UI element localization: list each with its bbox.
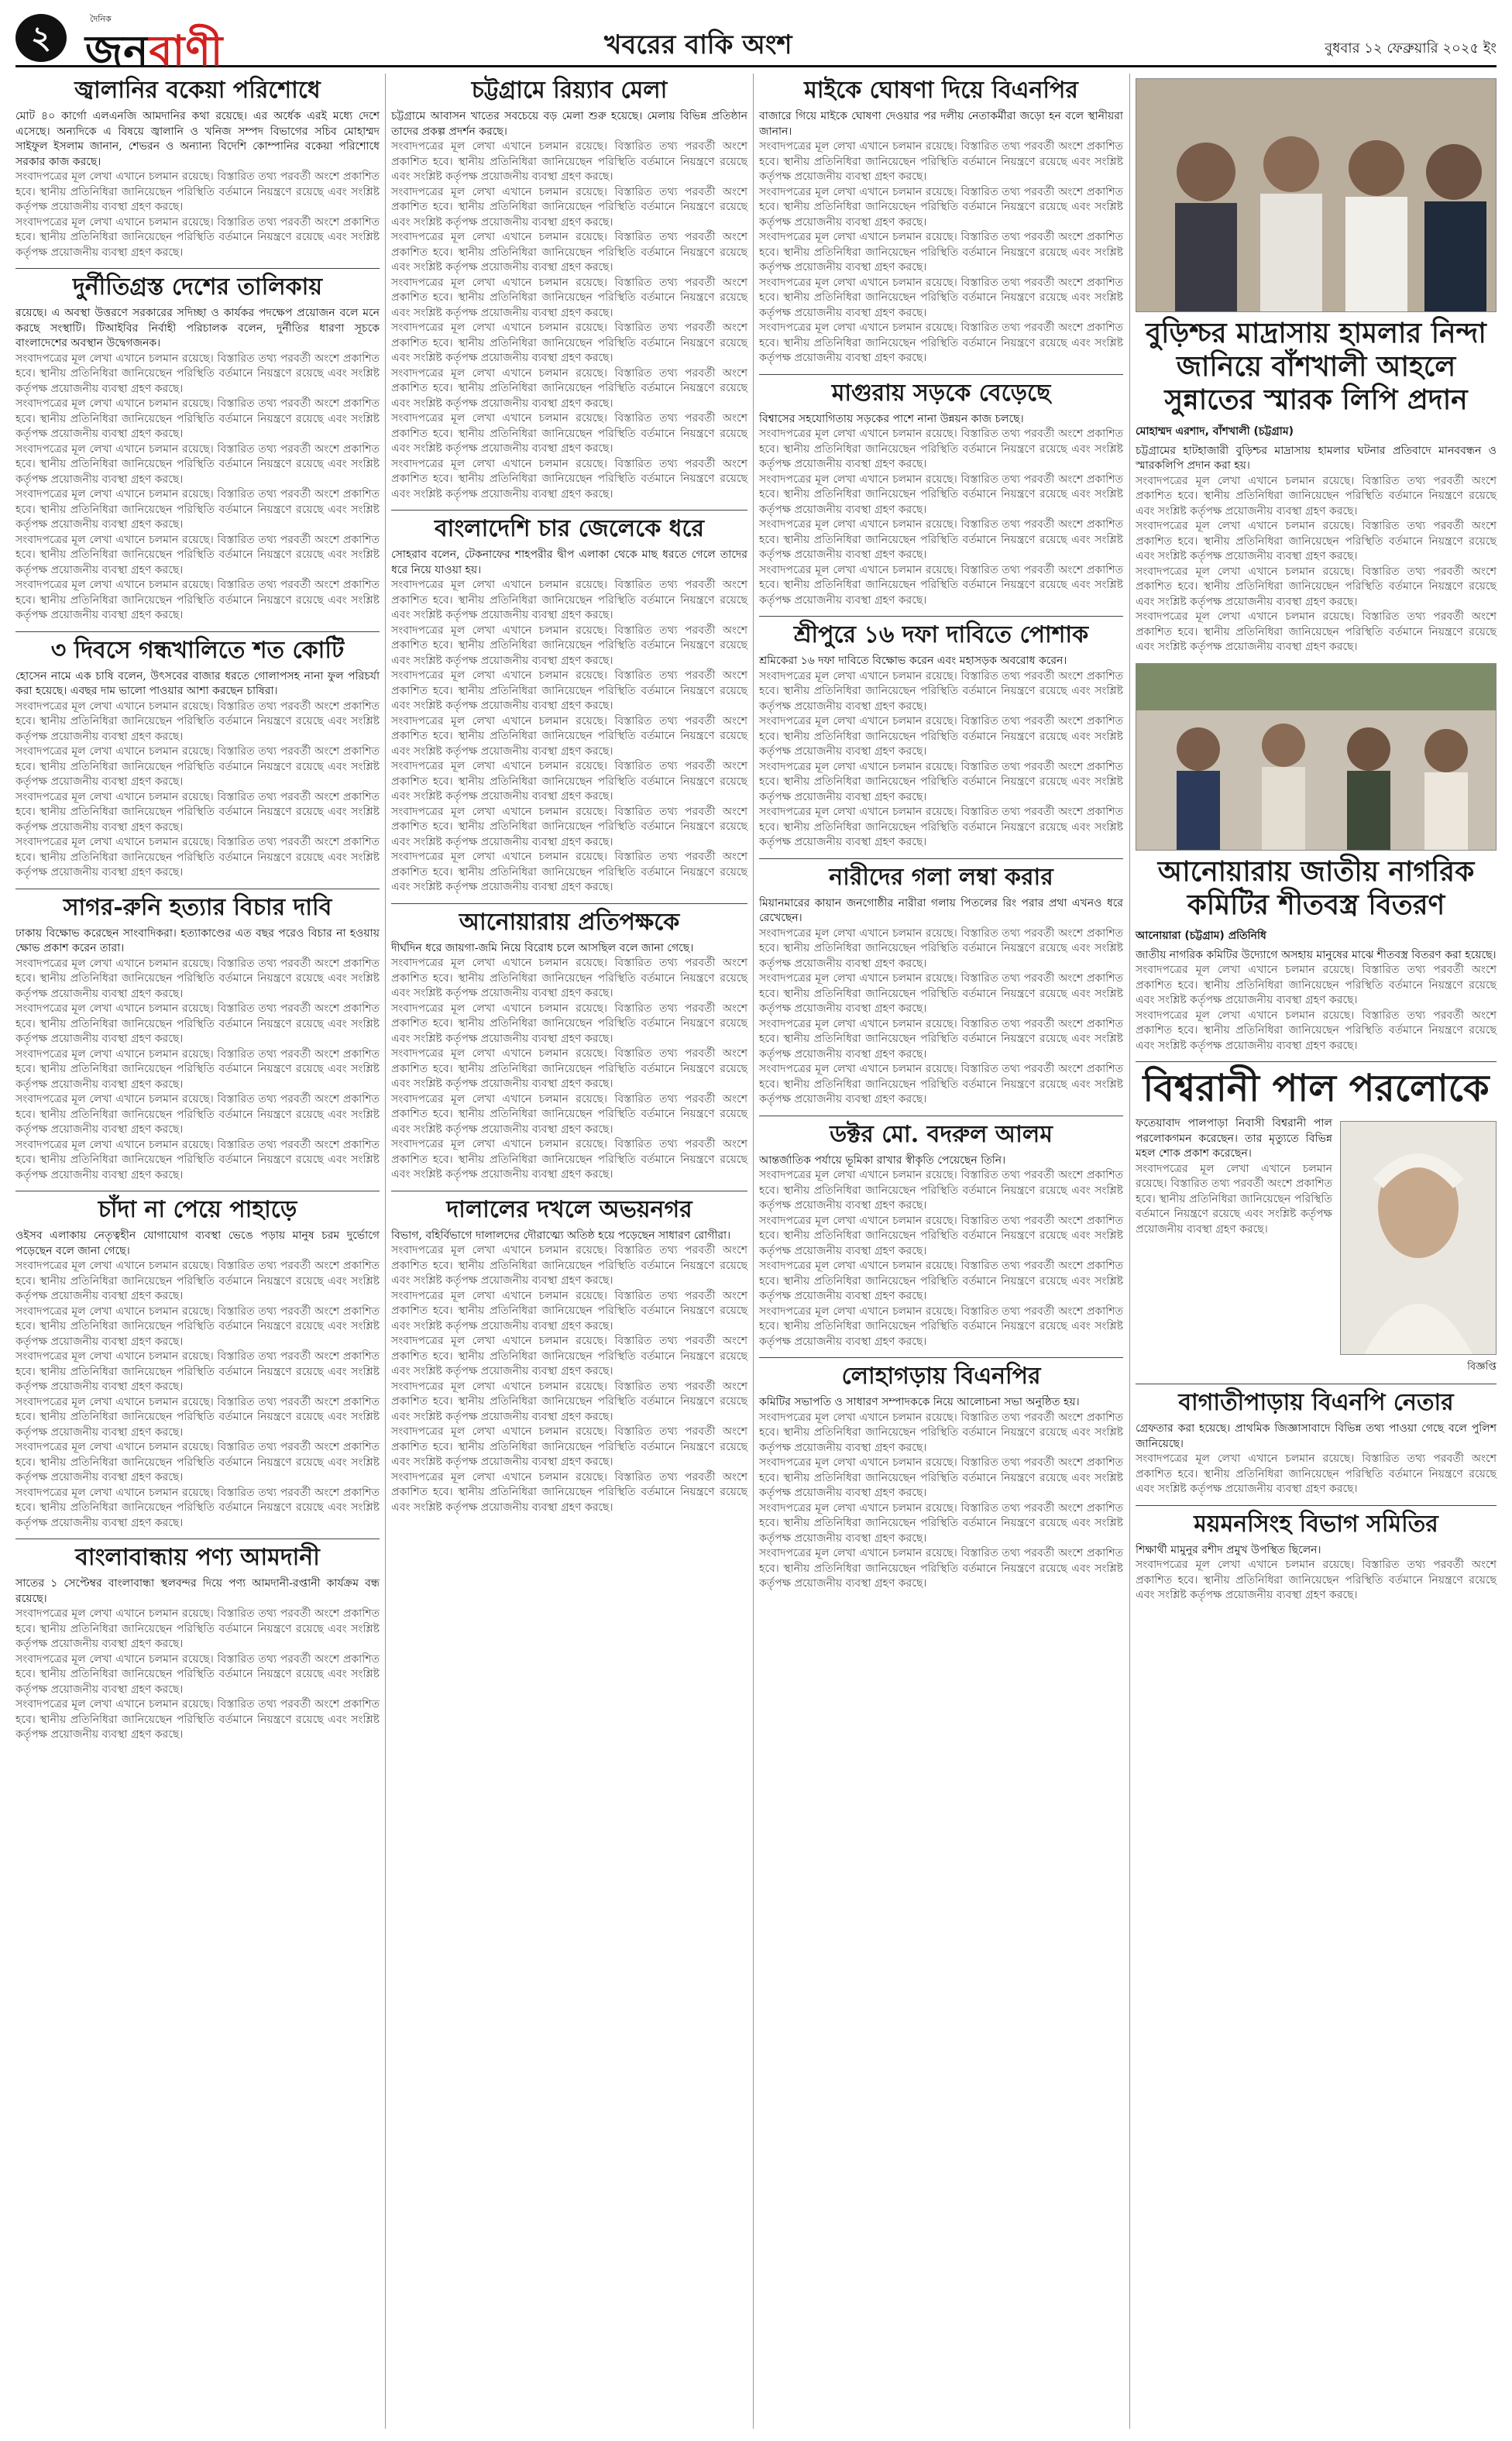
- divider: [15, 268, 380, 269]
- logo-prefix: দৈনিক: [90, 14, 112, 24]
- story-body-continued: সংবাদপত্রের মূল লেখা এখানে চলমান রয়েছে। বিস্তারিত তথ্য পরবর্তী অংশে প্রকাশিত হবে। স্থানীয় প্রতিনিধিরা জানিয়েছেন পরিস্থিতি বর্তমানে নিয়ন্ত্রণে রয়েছে এবং সংশ্লিষ্ট কর্তৃপক্ষ প্রয়োজনীয় ব্যবস্থা গ্রহণ করছে।: [15, 1093, 380, 1136]
- story-body-continued: সংবাদপত্রের মূল লেখা এখানে চলমান রয়েছে। বিস্তারিত তথ্য পরবর্তী অংশে প্রকাশিত হবে। স্থানীয় প্রতিনিধিরা জানিয়েছেন পরিস্থিতি বর্তমানে নিয়ন্ত্রণে রয়েছে এবং সংশ্লিষ্ট কর্তৃপক্ষ প্রয়োজনীয় ব্যবস্থা গ্রহণ করছে।: [391, 957, 747, 999]
- story-body-continued: সংবাদপত্রের মূল লেখা এখানে চলমান রয়েছে। বিস্তারিত তথ্য পরবর্তী অংশে প্রকাশিত হবে। স্থানীয় প্রতিনিধিরা জানিয়েছেন পরিস্থিতি বর্তমানে নিয়ন্ত্রণে রয়েছে এবং সংশ্লিষ্ট কর্তৃপক্ষ প্রয়োজনীয় ব্যবস্থা গ্রহণ করছে।: [15, 1260, 380, 1302]
- story-body-continued: সংবাদপত্রের মূল লেখা এখানে চলমান রয়েছে। বিস্তারিত তথ্য পরবর্তী অংশে প্রকাশিত হবে। স্থানীয় প্রতিনিধিরা জানিয়েছেন পরিস্থিতি বর্তমানে নিয়ন্ত্রণে রয়েছে এবং সংশ্লিষ্ট কর্তৃপক্ষ প্রয়োজনীয় ব্যবস্থা গ্রহণ করছে।: [391, 1425, 747, 1468]
- masthead: [15, 14, 1497, 75]
- story-winter-clothes: [1136, 855, 1497, 1054]
- story-headline: ৩ দিবসে গন্ধখালিতে শত কোটি: [50, 636, 345, 664]
- story-body: শ্রমিকেরা ১৬ দফা দাবিতে বিক্ষোভ করেন এবং মহাসড়ক অবরোধ করেন।: [759, 655, 1067, 667]
- story-headline: লোহাগড়ায় বিএনপির: [841, 1363, 1041, 1390]
- story-body-continued: সংবাদপত্রের মূল লেখা এখানে চলমান রয়েছে। বিস্তারিত তথ্য পরবর্তী অংশে প্রকাশিত হবে। স্থানীয় প্রতিনিধিরা জানিয়েছেন পরিস্থিতি বর্তমানে নিয়ন্ত্রণে রয়েছে এবং সংশ্লিষ্ট কর্তৃপক্ষ প্রয়োজনীয় ব্যবস্থা গ্রহণ করছে।: [15, 1305, 380, 1348]
- column-1: [15, 74, 380, 1751]
- story-headline: বাংলাবান্ধায় পণ্য আমদানী: [75, 1544, 320, 1571]
- column-divider: [385, 74, 386, 2429]
- story-body-continued: সংবাদপত্রের মূল লেখা এখানে চলমান রয়েছে। বিস্তারিত তথ্য পরবর্তী অংশে প্রকাশিত হবে। স্থানীয় প্রতিনিধিরা জানিয়েছেন পরিস্থিতি বর্তমানে নিয়ন্ত্রণে রয়েছে এবং সংশ্লিষ্ট কর্তৃপক্ষ প্রয়োজনীয় ব্যবস্থা গ্রহণ করছে।: [1136, 474, 1497, 517]
- column-4: [1136, 74, 1497, 1611]
- story: [391, 1196, 747, 1516]
- story-body-continued: সংবাদপত্রের মূল লেখা এখানে চলমান রয়েছে। বিস্তারিত তথ্য পরবর্তী অংশে প্রকাশিত হবে। স্থানীয় প্রতিনিধিরা জানিয়েছেন পরিস্থিতি বর্তমানে নিয়ন্ত্রণে রয়েছে এবং সংশ্লিষ্ট কর্তৃপক্ষ প্রয়োজনীয় ব্যবস্থা গ্রহণ করছে।: [759, 518, 1123, 561]
- story-byline: মোহাম্মদ এরশাদ, বাঁশখালী (চট্টগ্রাম): [1136, 425, 1294, 438]
- story-body-continued: সংবাদপত্রের মূল লেখা এখানে চলমান রয়েছে। বিস্তারিত তথ্য পরবর্তী অংশে প্রকাশিত হবে। স্থানীয় প্রতিনিধিরা জানিয়েছেন পরিস্থিতি বর্তমানে নিয়ন্ত্রণে রয়েছে এবং সংশ্লিষ্ট কর্তৃপক্ষ প্রয়োজনীয় ব্যবস্থা গ্রহণ করছে।: [759, 563, 1123, 607]
- section-title: খবরের বাকি অংশ: [604, 29, 792, 60]
- story-body-continued: সংবাদপত্রের মূল লেখা এখানে চলমান রয়েছে। বিস্তারিত তথ্য পরবর্তী অংশে প্রকাশিত হবে। স্থানীয় প্রতিনিধিরা জানিয়েছেন পরিস্থিতি বর্তমানে নিয়ন্ত্রণে রয়েছে এবং সংশ্লিষ্ট কর্তৃপক্ষ প্রয়োজনীয় ব্যবস্থা গ্রহণ করছে।: [759, 185, 1123, 229]
- story-body-continued: সংবাদপত্রের মূল লেখা এখানে চলমান রয়েছে। বিস্তারিত তথ্য পরবর্তী অংশে প্রকাশিত হবে। স্থানীয় প্রতিনিধিরা জানিয়েছেন পরিস্থিতি বর্তমানে নিয়ন্ত্রণে রয়েছে এবং সংশ্লিষ্ট কর্তৃপক্ষ প্রয়োজনীয় ব্যবস্থা গ্রহণ করছে।: [759, 140, 1123, 183]
- divider: [391, 903, 747, 904]
- story-byline: আনোয়ারা (চট্টগ্রাম) প্রতিনিধি: [1136, 929, 1266, 942]
- story-headline: ডক্টর মো. বদরুল আলম: [830, 1120, 1053, 1148]
- story-body-continued: সংবাদপত্রের মূল লেখা এখানে চলমান রয়েছে। বিস্তারিত তথ্য পরবর্তী অংশে প্রকাশিত হবে। স্থানীয় প্রতিনিধিরা জানিয়েছেন পরিস্থিতি বর্তমানে নিয়ন্ত্রণে রয়েছে এবং সংশ্লিষ্ট কর্তৃপক্ষ প্রয়োজনীয় ব্যবস্থা গ্রহণ করছে।: [391, 276, 747, 319]
- story-body-continued: সংবাদপত্রের মূল লেখা এখানে চলমান রয়েছে। বিস্তারিত তথ্য পরবর্তী অংশে প্রকাশিত হবে। স্থানীয় প্রতিনিধিরা জানিয়েছেন পরিস্থিতি বর্তমানে নিয়ন্ত্রণে রয়েছে এবং সংশ্লিষ্ট কর্তৃপক্ষ প্রয়োজনীয় ব্যবস্থা গ্রহণ করছে।: [759, 321, 1123, 364]
- story-headline: বিশ্বরানী পাল পরলোকে: [1143, 1067, 1490, 1111]
- story-bagatipara: [1136, 1389, 1497, 1497]
- story-body-continued: সংবাদপত্রের মূল লেখা এখানে চলমান রয়েছে। বিস্তারিত তথ্য পরবর্তী অংশে প্রকাশিত হবে। স্থানীয় প্রতিনিধিরা জানিয়েছেন পরিস্থিতি বর্তমানে নিয়ন্ত্রণে রয়েছে এবং সংশ্লিষ্ট কর্তৃপক্ষ প্রয়োজনীয় ব্যবস্থা গ্রহণ করছে।: [15, 1138, 380, 1181]
- story: [759, 864, 1123, 1108]
- story-body-continued: সংবাদপত্রের মূল লেখা এখানে চলমান রয়েছে। বিস্তারিত তথ্য পরবর্তী অংশে প্রকাশিত হবে। স্থানীয় প্রতিনিধিরা জানিয়েছেন পরিস্থিতি বর্তমানে নিয়ন্ত্রণে রয়েছে এবং সংশ্লিষ্ট কর্তৃপক্ষ প্রয়োজনীয় ব্যবস্থা গ্রহণ করছে।: [391, 1380, 747, 1423]
- story: [15, 637, 380, 881]
- portrait-icon: [1341, 1122, 1496, 1354]
- story-body-continued: সংবাদপত্রের মূল লেখা এখানে চলমান রয়েছে। বিস্তারিত তথ্য পরবর্তী অংশে প্রকাশিত হবে। স্থানীয় প্রতিনিধিরা জানিয়েছেন পরিস্থিতি বর্তমানে নিয়ন্ত্রণে রয়েছে এবং সংশ্লিষ্ট কর্তৃপক্ষ প্রয়োজনীয় ব্যবস্থা গ্রহণ করছে।: [15, 1698, 380, 1741]
- story-body-continued: সংবাদপত্রের মূল লেখা এখানে চলমান রয়েছে। বিস্তারিত তথ্য পরবর্তী অংশে প্রকাশিত হবে। স্থানীয় প্রতিনিধিরা জানিয়েছেন পরিস্থিতি বর্তমানে নিয়ন্ত্রণে রয়েছে এবং সংশ্লিষ্ট কর্তৃপক্ষ প্রয়োজনীয় ব্যবস্থা গ্রহণ করছে।: [391, 760, 747, 803]
- story-body-continued: সংবাদপত্রের মূল লেখা এখানে চলমান রয়েছে। বিস্তারিত তথ্য পরবর্তী অংশে প্রকাশিত হবে। স্থানীয় প্রতিনিধিরা জানিয়েছেন পরিস্থিতি বর্তমানে নিয়ন্ত্রণে রয়েছে এবং সংশ্লিষ্ট কর্তৃপক্ষ প্রয়োজনীয় ব্যবস্থা গ্রহণ করছে।: [759, 1017, 1123, 1061]
- story-memorandum: [1136, 317, 1497, 655]
- story-body-continued: সংবাদপত্রের মূল লেখা এখানে চলমান রয়েছে। বিস্তারিত তথ্য পরবর্তী অংশে প্রকাশিত হবে। স্থানীয় প্রতিনিধিরা জানিয়েছেন পরিস্থিতি বর্তমানে নিয়ন্ত্রণে রয়েছে এবং সংশ্লিষ্ট কর্তৃপক্ষ প্রয়োজনীয় ব্যবস্থা গ্রহণ করছে।: [391, 457, 747, 500]
- story: [15, 1544, 380, 1743]
- photo-distribution-icon: [1136, 664, 1496, 850]
- story-headline: সাগর-রুনি হত্যার বিচার দাবি: [63, 893, 332, 921]
- news-photo: [1136, 663, 1497, 851]
- story-body: বিভাগ, বহির্বিভাগে দালালদের দৌরাত্ম্যে অতিষ্ঠ হয়ে পড়েছেন সাধারণ রোগীরা।: [391, 1229, 731, 1242]
- story-body-continued: সংবাদপত্রের মূল লেখা এখানে চলমান রয়েছে। বিস্তারিত তথ্য পরবর্তী অংশে প্রকাশিত হবে। স্থানীয় প্রতিনিধিরা জানিয়েছেন পরিস্থিতি বর্তমানে নিয়ন্ত্রণে রয়েছে এবং সংশ্লিষ্ট কর্তৃপক্ষ প্রয়োজনীয় ব্যবস্থা গ্রহণ করছে।: [1136, 964, 1497, 1007]
- story-body-continued: সংবাদপত্রের মূল লেখা এখানে চলমান রয়েছে। বিস্তারিত তথ্য পরবর্তী অংশে প্রকাশিত হবে। স্থানীয় প্রতিনিধিরা জানিয়েছেন পরিস্থিতি বর্তমানে নিয়ন্ত্রণে রয়েছে এবং সংশ্লিষ্ট কর্তৃপক্ষ প্রয়োজনীয় ব্যবস্থা গ্রহণ করছে।: [391, 851, 747, 893]
- story-body: শিক্ষার্থী মামুনুর রশীদ প্রমুখ উপস্থিত ছিলেন।: [1136, 1543, 1321, 1556]
- story-body-continued: সংবাদপত্রের মূল লেখা এখানে চলমান রয়েছে। বিস্তারিত তথ্য পরবর্তী অংশে প্রকাশিত হবে। স্থানীয় প্রতিনিধিরা জানিয়েছেন পরিস্থিতি বর্তমানে নিয়ন্ত্রণে রয়েছে এবং সংশ্লিষ্ট কর্তৃপক্ষ প্রয়োজনীয় ব্যবস্থা গ্রহণ করছে।: [391, 185, 747, 229]
- story-body-continued: সংবাদপত্রের মূল লেখা এখানে চলমান রয়েছে। বিস্তারিত তথ্য পরবর্তী অংশে প্রকাশিত হবে। স্থানীয় প্রতিনিধিরা জানিয়েছেন পরিস্থিতি বর্তমানে নিয়ন্ত্রণে রয়েছে এবং সংশ্লিষ্ট কর্তৃপক্ষ প্রয়োজনীয় ব্যবস্থা গ্রহণ করছে।: [759, 927, 1123, 970]
- story-headline: বাংলাদেশি চার জেলেকে ধরে: [434, 515, 705, 542]
- story-body: রয়েছে। এ অবস্থা উত্তরণে সরকারের সদিচ্ছা ও কার্যকর পদক্ষেপ প্রয়োজন বলে মনে করছে সংস্থাটি। টিআইবির নির্বাহী পরিচালক বলেন, দুর্নীতির ধারণা সূচকে বাংলাদেশের অবস্থান উদ্বেগজনক।: [15, 307, 380, 349]
- story-body-continued: সংবাদপত্রের মূল লেখা এখানে চলমান রয়েছে। বিস্তারিত তথ্য পরবর্তী অংশে প্রকাশিত হবে। স্থানীয় প্রতিনিধিরা জানিয়েছেন পরিস্থিতি বর্তমানে নিয়ন্ত্রণে রয়েছে এবং সংশ্লিষ্ট কর্তৃপক্ষ প্রয়োজনীয় ব্যবস্থা গ্রহণ করছে।: [15, 1047, 380, 1091]
- story-body-continued: সংবাদপত্রের মূল লেখা এখানে চলমান রয়েছে। বিস্তারিত তথ্য পরবর্তী অংশে প্রকাশিত হবে। স্থানীয় প্রতিনিধিরা জানিয়েছেন পরিস্থিতি বর্তমানে নিয়ন্ত্রণে রয়েছে এবং সংশ্লিষ্ট কর্তৃপক্ষ প্রয়োজনীয় ব্যবস্থা গ্রহণ করছে।: [15, 700, 380, 743]
- story-body-continued: সংবাদপত্রের মূল লেখা এখানে চলমান রয়েছে। বিস্তারিত তথ্য পরবর্তী অংশে প্রকাশিত হবে। স্থানীয় প্রতিনিধিরা জানিয়েছেন পরিস্থিতি বর্তমানে নিয়ন্ত্রণে রয়েছে এবং সংশ্লিষ্ট কর্তৃপক্ষ প্রয়োজনীয় ব্যবস্থা গ্রহণ করছে।: [15, 1607, 380, 1650]
- story-body-continued: সংবাদপত্রের মূল লেখা এখানে চলমান রয়েছে। বিস্তারিত তথ্য পরবর্তী অংশে প্রকাশিত হবে। স্থানীয় প্রতিনিধিরা জানিয়েছেন পরিস্থিতি বর্তমানে নিয়ন্ত্রণে রয়েছে এবং সংশ্লিষ্ট কর্তৃপক্ষ প্রয়োজনীয় ব্যবস্থা গ্রহণ করছে।: [15, 1441, 380, 1484]
- story-body: সোহরাব বলেন, টেকনাফের শাহপরীর দ্বীপ এলাকা থেকে মাছ ধরতে গেলে তাদের ধরে নিয়ে যাওয়া হয়।: [391, 548, 747, 576]
- story-headline: চট্টগ্রামে রিয়্যাব মেলা: [471, 77, 668, 104]
- story-body: বিশ্বাসের সহযোগিতায় সড়কের পাশে নানা উন্নয়ন কাজ চলছে।: [759, 412, 1024, 425]
- story-headline: শ্রীপুরে ১৬ দফা দাবিতে পোশাক: [793, 621, 1089, 648]
- story-body-continued: সংবাদপত্রের মূল লেখা এখানে চলমান রয়েছে। বিস্তারিত তথ্য পরবর্তী অংশে প্রকাশিত হবে। স্থানীয় প্রতিনিধিরা জানিয়েছেন পরিস্থিতি বর্তমানে নিয়ন্ত্রণে রয়েছে এবং সংশ্লিষ্ট কর্তৃপক্ষ প্রয়োজনীয় ব্যবস্থা গ্রহণ করছে।: [15, 1652, 380, 1696]
- divider: [15, 631, 380, 632]
- story-body-continued: সংবাদপত্রের মূল লেখা এখানে চলমান রয়েছে। বিস্তারিত তথ্য পরবর্তী অংশে প্রকাশিত হবে। স্থানীয় প্রতিনিধিরা জানিয়েছেন পরিস্থিতি বর্তমানে নিয়ন্ত্রণে রয়েছে এবং সংশ্লিষ্ট কর্তৃপক্ষ প্রয়োজনীয় ব্যবস্থা গ্রহণ করছে।: [1136, 610, 1497, 654]
- story: [15, 273, 380, 624]
- story-body-continued: সংবাদপত্রের মূল লেখা এখানে চলমান রয়েছে। বিস্তারিত তথ্য পরবর্তী অংশে প্রকাশিত হবে। স্থানীয় প্রতিনিধিরা জানিয়েছেন পরিস্থিতি বর্তমানে নিয়ন্ত্রণে রয়েছে এবং সংশ্লিষ্ট কর্তৃপক্ষ প্রয়োজনীয় ব্যবস্থা গ্রহণ করছে।: [391, 669, 747, 712]
- story-body-continued: সংবাদপত্রের মূল লেখা এখানে চলমান রয়েছে। বিস্তারিত তথ্য পরবর্তী অংশে প্রকাশিত হবে। স্থানীয় প্রতিনিধিরা জানিয়েছেন পরিস্থিতি বর্তমানে নিয়ন্ত্রণে রয়েছে এবং সংশ্লিষ্ট কর্তৃপক্ষ প্রয়োজনীয় ব্যবস্থা গ্রহণ করছে।: [391, 1244, 747, 1287]
- story-headline: দুর্নীতিগ্রস্ত দেশের তালিকায়: [72, 273, 323, 301]
- story-body-continued: সংবাদপত্রের মূল লেখা এখানে চলমান রয়েছে। বিস্তারিত তথ্য পরবর্তী অংশে প্রকাশিত হবে। স্থানীয় প্রতিনিধিরা জানিয়েছেন পরিস্থিতি বর্তমানে নিয়ন্ত্রণে রয়েছে এবং সংশ্লিষ্ট কর্তৃপক্ষ প্রয়োজনীয় ব্যবস্থা গ্রহণ করছে।: [391, 321, 747, 364]
- story: [391, 77, 747, 502]
- story-body-continued: সংবাদপত্রের মূল লেখা এখানে চলমান রয়েছে। বিস্তারিত তথ্য পরবর্তী অংশে প্রকাশিত হবে। স্থানীয় প্রতিনিধিরা জানিয়েছেন পরিস্থিতি বর্তমানে নিয়ন্ত্রণে রয়েছে এবং সংশ্লিষ্ট কর্তৃপক্ষ প্রয়োজনীয় ব্যবস্থা গ্রহণ করছে।: [15, 836, 380, 878]
- issue-date: বুধবার ১২ ফেব্রুয়ারি ২০২৫ ইং: [1325, 40, 1497, 57]
- story-body: ওইসব এলাকায় নেতৃত্বহীন যোগাযোগ ব্যবস্থা ভেঙে পড়ায় মানুষ চরম দুর্ভোগে পড়েছেন বলে জানা গেছে।: [15, 1229, 380, 1257]
- story-body: কমিটির সভাপতি ও সাধারণ সম্পাদককে নিয়ে আলোচনা সভা অনুষ্ঠিত হয়।: [759, 1396, 1080, 1408]
- obituary-caption: বিজ্ঞপ্তি: [1467, 1361, 1497, 1373]
- story-body-continued: সংবাদপত্রের মূল লেখা এখানে চলমান রয়েছে। বিস্তারিত তথ্য পরবর্তী অংশে প্রকাশিত হবে। স্থানীয় প্রতিনিধিরা জানিয়েছেন পরিস্থিতি বর্তমানে নিয়ন্ত্রণে রয়েছে এবং সংশ্লিষ্ট কর্তৃপক্ষ প্রয়োজনীয় ব্যবস্থা গ্রহণ করছে।: [15, 1002, 380, 1045]
- column-divider: [1129, 74, 1130, 2429]
- story-body-continued: সংবাদপত্রের মূল লেখা এখানে চলমান রয়েছে। বিস্তারিত তথ্য পরবর্তী অংশে প্রকাশিত হবে। স্থানীয় প্রতিনিধিরা জানিয়েছেন পরিস্থিতি বর্তমানে নিয়ন্ত্রণে রয়েছে এবং সংশ্লিষ্ট কর্তৃপক্ষ প্রয়োজনীয় ব্যবস্থা গ্রহণ করছে।: [15, 215, 380, 259]
- divider: [1136, 1061, 1497, 1062]
- story-headline: বাগাতীপাড়ায় বিএনপি নেতার: [1178, 1389, 1454, 1417]
- story-body-continued: সংবাদপত্রের মূল লেখা এখানে চলমান রয়েছে। বিস্তারিত তথ্য পরবর্তী অংশে প্রকাশিত হবে। স্থানীয় প্রতিনিধিরা জানিয়েছেন পরিস্থিতি বর্তমানে নিয়ন্ত্রণে রয়েছে এবং সংশ্লিষ্ট কর্তৃপক্ষ প্রয়োজনীয় ব্যবস্থা গ্রহণ করছে।: [759, 1214, 1123, 1257]
- story-body-continued: সংবাদপত্রের মূল লেখা এখানে চলমান রয়েছে। বিস্তারিত তথ্য পরবর্তী অংশে প্রকাশিত হবে। স্থানীয় প্রতিনিধিরা জানিয়েছেন পরিস্থিতি বর্তমানে নিয়ন্ত্রণে রয়েছে এবং সংশ্লিষ্ট কর্তৃপক্ষ প্রয়োজনীয় ব্যবস্থা গ্রহণ করছে।: [391, 412, 747, 455]
- story-body-continued: সংবাদপত্রের মূল লেখা এখানে চলমান রয়েছে। বিস্তারিত তথ্য পরবর্তী অংশে প্রকাশিত হবে। স্থানীয় প্রতিনিধিরা জানিয়েছেন পরিস্থিতি বর্তমানে নিয়ন্ত্রণে রয়েছে এবং সংশ্লিষ্ট কর্তৃপক্ষ প্রয়োজনীয় ব্যবস্থা গ্রহণ করছে।: [15, 1395, 380, 1439]
- logo-part-b: বাণী: [149, 26, 224, 75]
- page-number: ২: [15, 14, 67, 62]
- story-headline: নারীদের গলা লম্বা করার: [829, 863, 1053, 891]
- story-body: আন্তর্জাতিক পর্যায়ে ভূমিকা রাখার স্বীকৃতি পেয়েছেন তিনি।: [759, 1153, 1006, 1167]
- story-headline: চাঁদা না পেয়ে পাহাড়ে: [98, 1196, 297, 1223]
- story: [15, 894, 380, 1184]
- story-body-continued: সংবাদপত্রের মূল লেখা এখানে চলমান রয়েছে। বিস্তারিত তথ্য পরবর্তী অংশে প্রকাশিত হবে। স্থানীয় প্রতিনিধিরা জানিয়েছেন পরিস্থিতি বর্তমানে নিয়ন্ত্রণে রয়েছে এবং সংশ্লিষ্ট কর্তৃপক্ষ প্রয়োজনীয় ব্যবস্থা গ্রহণ করছে।: [1136, 1009, 1497, 1052]
- story-body-continued: সংবাদপত্রের মূল লেখা এখানে চলমান রয়েছে। বিস্তারিত তথ্য পরবর্তী অংশে প্রকাশিত হবে। স্থানীয় প্রতিনিধিরা জানিয়েছেন পরিস্থিতি বর্তমানে নিয়ন্ত্রণে রয়েছে এবং সংশ্লিষ্ট কর্তৃপক্ষ প্রয়োজনীয় ব্যবস্থা গ্রহণ করছে।: [1136, 1162, 1332, 1236]
- story-headline: মাইকে ঘোষণা দিয়ে বিএনপির: [804, 77, 1078, 104]
- logo-part-a: জন: [85, 26, 149, 75]
- story-body: দীর্ঘদিন ধরে জায়গা-জমি নিয়ে বিরোধ চলে আসছিল বলে জানা গেছে।: [391, 941, 694, 954]
- story-body-continued: সংবাদপত্রের মূল লেখা এখানে চলমান রয়েছে। বিস্তারিত তথ্য পরবর্তী অংশে প্রকাশিত হবে। স্থানীয় প্রতিনিধিরা জানিয়েছেন পরিস্থিতি বর্তমানে নিয়ন্ত্রণে রয়েছে এবং সংশ্লিষ্ট কর্তৃপক্ষ প্রয়োজনীয় ব্যবস্থা গ্রহণ করছে।: [759, 428, 1123, 470]
- divider: [759, 858, 1123, 859]
- story-body: গ্রেফতার করা হয়েছে। প্রাথমিক জিজ্ঞাসাবাদে বিভিন্ন তথ্য পাওয়া গেছে বলে পুলিশ জানিয়েছে।: [1136, 1422, 1497, 1450]
- story: [391, 909, 747, 1183]
- story: [759, 621, 1123, 851]
- story-body-continued: সংবাদপত্রের মূল লেখা এখানে চলমান রয়েছে। বিস্তারিত তথ্য পরবর্তী অংশে প্রকাশিত হবে। স্থানীয় প্রতিনিধিরা জানিয়েছেন পরিস্থিতি বর্তমানে নিয়ন্ত্রণে রয়েছে এবং সংশ্লিষ্ট কর্তৃপক্ষ প্রয়োজনীয় ব্যবস্থা গ্রহণ করছে।: [391, 714, 747, 758]
- story: [391, 515, 747, 896]
- story-body: ফতেয়াবাদ পালপাড়া নিবাসী বিশ্বরানী পাল পরলোকগমন করেছেন। তার মৃত্যুতে বিভিন্ন মহল শোক প্রকাশ করেছেন।: [1136, 1117, 1332, 1160]
- story: [15, 1196, 380, 1531]
- story: [759, 1363, 1123, 1592]
- story-body-continued: সংবাদপত্রের মূল লেখা এখানে চলমান রয়েছে। বিস্তারিত তথ্য পরবর্তী অংশে প্রকাশিত হবে। স্থানীয় প্রতিনিধিরা জানিয়েছেন পরিস্থিতি বর্তমানে নিয়ন্ত্রণে রয়েছে এবং সংশ্লিষ্ট কর্তৃপক্ষ প্রয়োজনীয় ব্যবস্থা গ্রহণ করছে।: [391, 140, 747, 183]
- story-headline: আনোয়ারায় প্রতিপক্ষকে: [459, 908, 680, 936]
- story-body-continued: সংবাদপত্রের মূল লেখা এখানে চলমান রয়েছে। বিস্তারিত তথ্য পরবর্তী অংশে প্রকাশিত হবে। স্থানীয় প্রতিনিধিরা জানিয়েছেন পরিস্থিতি বর্তমানে নিয়ন্ত্রণে রয়েছে এবং সংশ্লিষ্ট কর্তৃপক্ষ প্রয়োজনীয় ব্যবস্থা গ্রহণ করছে।: [15, 397, 380, 440]
- story-body-continued: সংবাদপত্রের মূল লেখা এখানে চলমান রয়েছে। বিস্তারিত তথ্য পরবর্তী অংশে প্রকাশিত হবে। স্থানীয় প্রতিনিধিরা জানিয়েছেন পরিস্থিতি বর্তমানে নিয়ন্ত্রণে রয়েছে এবং সংশ্লিষ্ট কর্তৃপক্ষ প্রয়োজনীয় ব্যবস্থা গ্রহণ করছে।: [15, 533, 380, 576]
- news-photo: [1136, 78, 1497, 312]
- story-headline: বুড়িশ্চর মাদ্রাসায় হামলার নিন্দা জানিয়ে বাঁশখালী আহলে সুন্নাতের স্মারক লিপি প্রদান: [1146, 317, 1486, 417]
- story-body-continued: সংবাদপত্রের মূল লেখা এখানে চলমান রয়েছে। বিস্তারিত তথ্য পরবর্তী অংশে প্রকাশিত হবে। স্থানীয় প্রতিনিধিরা জানিয়েছেন পরিস্থিতি বর্তমানে নিয়ন্ত্রণে রয়েছে এবং সংশ্লিষ্ট কর্তৃপক্ষ প্রয়োজনীয় ব্যবস্থা গ্রহণ করছে।: [391, 231, 747, 273]
- story-body-continued: সংবাদপত্রের মূল লেখা এখানে চলমান রয়েছে। বিস্তারিত তথ্য পরবর্তী অংশে প্রকাশিত হবে। স্থানীয় প্রতিনিধিরা জানিয়েছেন পরিস্থিতি বর্তমানে নিয়ন্ত্রণে রয়েছে এবং সংশ্লিষ্ট কর্তৃপক্ষ প্রয়োজনীয় ব্যবস্থা গ্রহণ করছে।: [391, 1335, 747, 1377]
- story-body-continued: সংবাদপত্রের মূল লেখা এখানে চলমান রয়েছে। বিস্তারিত তথ্য পরবর্তী অংশে প্রকাশিত হবে। স্থানীয় প্রতিনিধিরা জানিয়েছেন পরিস্থিতি বর্তমানে নিয়ন্ত্রণে রয়েছে এবং সংশ্লিষ্ট কর্তৃপক্ষ প্রয়োজনীয় ব্যবস্থা গ্রহণ করছে।: [391, 366, 747, 410]
- column-2: [391, 74, 747, 1523]
- story-body-continued: সংবাদপত্রের মূল লেখা এখানে চলমান রয়েছে। বিস্তারিত তথ্য পরবর্তী অংশে প্রকাশিত হবে। স্থানীয় প্রতিনিধিরা জানিয়েছেন পরিস্থিতি বর্তমানে নিয়ন্ত্রণে রয়েছে এবং সংশ্লিষ্ট কর্তৃপক্ষ প্রয়োজনীয় ব্যবস্থা গ্রহণ করছে।: [759, 806, 1123, 848]
- divider: [759, 374, 1123, 375]
- obituary-text: [1136, 1116, 1332, 1360]
- story-mymensingh: [1136, 1511, 1497, 1604]
- story-body: জাতীয় নাগরিক কমিটির উদ্যোগে অসহায় মানুষের মাঝে শীতবস্ত্র বিতরণ করা হয়েছে।: [1136, 948, 1497, 961]
- story-body-continued: সংবাদপত্রের মূল লেখা এখানে চলমান রয়েছে। বিস্তারিত তথ্য পরবর্তী অংশে প্রকাশিত হবে। স্থানীয় প্রতিনিধিরা জানিয়েছেন পরিস্থিতি বর্তমানে নিয়ন্ত্রণে রয়েছে এবং সংশ্লিষ্ট কর্তৃপক্ষ প্রয়োজনীয় ব্যবস্থা গ্রহণ করছে।: [1136, 565, 1497, 608]
- story-body-continued: সংবাদপত্রের মূল লেখা এখানে চলমান রয়েছে। বিস্তারিত তথ্য পরবর্তী অংশে প্রকাশিত হবে। স্থানীয় প্রতিনিধিরা জানিয়েছেন পরিস্থিতি বর্তমানে নিয়ন্ত্রণে রয়েছে এবং সংশ্লিষ্ট কর্তৃপক্ষ প্রয়োজনীয় ব্যবস্থা গ্রহণ করছে।: [759, 1456, 1123, 1499]
- story-body: মোট ৪০ কার্গো এলএনজি আমদানির কথা রয়েছে। এর অর্ধেক এরই মধ্যে দেশে এসেছে। অন্যদিকে এ বিষয়ে জ্বালানি ও খনিজ সম্পদ বিভাগের সচিব মোহাম্মদ সাইফুল ইসলাম জানান, শেভরন ও অন্যান্য বিদেশি কোম্পানির বকেয়া পরিশোধে সরকার কাজ করছে।: [15, 110, 380, 168]
- story-body-continued: সংবাদপত্রের মূল লেখা এখানে চলমান রয়েছে। বিস্তারিত তথ্য পরবর্তী অংশে প্রকাশিত হবে। স্থানীয় প্রতিনিধিরা জানিয়েছেন পরিস্থিতি বর্তমানে নিয়ন্ত্রণে রয়েছে এবং সংশ্লিষ্ট কর্তৃপক্ষ প্রয়োজনীয় ব্যবস্থা গ্রহণ করছে।: [1136, 1559, 1497, 1602]
- story-body-continued: সংবাদপত্রের মূল লেখা এখানে চলমান রয়েছে। বিস্তারিত তথ্য পরবর্তী অংশে প্রকাশিত হবে। স্থানীয় প্রতিনিধিরা জানিয়েছেন পরিস্থিতি বর্তমানে নিয়ন্ত্রণে রয়েছে এবং সংশ্লিষ্ট কর্তৃপক্ষ প্রয়োজনীয় ব্যবস্থা গ্রহণ করছে।: [759, 1260, 1123, 1302]
- story-body-continued: সংবাদপত্রের মূল লেখা এখানে চলমান রয়েছে। বিস্তারিত তথ্য পরবর্তী অংশে প্রকাশিত হবে। স্থানীয় প্রতিনিধিরা জানিয়েছেন পরিস্থিতি বর্তমানে নিয়ন্ত্রণে রয়েছে এবং সংশ্লিষ্ট কর্তৃপক্ষ প্রয়োজনীয় ব্যবস্থা গ্রহণ করছে।: [759, 1063, 1123, 1105]
- story-headline: দালালের দখলে অভয়নগর: [446, 1195, 692, 1223]
- story-body-continued: সংবাদপত্রের মূল লেখা এখানে চলমান রয়েছে। বিস্তারিত তথ্য পরবর্তী অংশে প্রকাশিত হবে। স্থানীয় প্রতিনিধিরা জানিয়েছেন পরিস্থিতি বর্তমানে নিয়ন্ত্রণে রয়েছে এবং সংশ্লিষ্ট কর্তৃপক্ষ প্রয়োজনীয় ব্যবস্থা গ্রহণ করছে।: [759, 1305, 1123, 1348]
- story-body-continued: সংবাদপত্রের মূল লেখা এখানে চলমান রয়েছে। বিস্তারিত তথ্য পরবর্তী অংশে প্রকাশিত হবে। স্থানীয় প্রতিনিধিরা জানিয়েছেন পরিস্থিতি বর্তমানে নিয়ন্ত্রণে রয়েছে এবং সংশ্লিষ্ট কর্তৃপক্ষ প্রয়োজনীয় ব্যবস্থা গ্রহণ করছে।: [15, 488, 380, 531]
- story-headline: জ্বালানির বকেয়া পরিশোধে: [74, 77, 321, 104]
- story-body-continued: সংবাদপত্রের মূল লেখা এখানে চলমান রয়েছে। বিস্তারিত তথ্য পরবর্তী অংশে প্রকাশিত হবে। স্থানীয় প্রতিনিধিরা জানিয়েছেন পরিস্থিতি বর্তমানে নিয়ন্ত্রণে রয়েছে এবং সংশ্লিষ্ট কর্তৃপক্ষ প্রয়োজনীয় ব্যবস্থা গ্রহণ করছে।: [759, 231, 1123, 273]
- obituary-portrait: [1340, 1121, 1497, 1355]
- story-body-continued: সংবাদপত্রের মূল লেখা এখানে চলমান রয়েছে। বিস্তারিত তথ্য পরবর্তী অংশে প্রকাশিত হবে। স্থানীয় প্রতিনিধিরা জানিয়েছেন পরিস্থিতি বর্তমানে নিয়ন্ত্রণে রয়েছে এবং সংশ্লিষ্ট কর্তৃপক্ষ প্রয়োজনীয় ব্যবস্থা গ্রহণ করছে।: [15, 957, 380, 1000]
- story-body-continued: সংবাদপত্রের মূল লেখা এখানে চলমান রয়েছে। বিস্তারিত তথ্য পরবর্তী অংশে প্রকাশিত হবে। স্থানীয় প্রতিনিধিরা জানিয়েছেন পরিস্থিতি বর্তমানে নিয়ন্ত্রণে রয়েছে এবং সংশ্লিষ্ট কর্তৃপক্ষ প্রয়োজনীয় ব্যবস্থা গ্রহণ করছে।: [759, 1169, 1123, 1212]
- story-body-continued: সংবাদপত্রের মূল লেখা এখানে চলমান রয়েছে। বিস্তারিত তথ্য পরবর্তী অংশে প্রকাশিত হবে। স্থানীয় প্রতিনিধিরা জানিয়েছেন পরিস্থিতি বর্তমানে নিয়ন্ত্রণে রয়েছে এবং সংশ্লিষ্ট কর্তৃপক্ষ প্রয়োজনীয় ব্যবস্থা গ্রহণ করছে।: [391, 1470, 747, 1514]
- story-body-continued: সংবাদপত্রের মূল লেখা এখানে চলমান রয়েছে। বিস্তারিত তথ্য পরবর্তী অংশে প্রকাশিত হবে। স্থানীয় প্রতিনিধিরা জানিয়েছেন পরিস্থিতি বর্তমানে নিয়ন্ত্রণে রয়েছে এবং সংশ্লিষ্ট কর্তৃপক্ষ প্রয়োজনীয় ব্যবস্থা গ্রহণ করছে।: [391, 624, 747, 667]
- story-body-continued: সংবাদপত্রের মূল লেখা এখানে চলমান রয়েছে। বিস্তারিত তথ্য পরবর্তী অংশে প্রকাশিত হবে। স্থানীয় প্রতিনিধিরা জানিয়েছেন পরিস্থিতি বর্তমানে নিয়ন্ত্রণে রয়েছে এবং সংশ্লিষ্ট কর্তৃপক্ষ প্রয়োজনীয় ব্যবস্থা গ্রহণ করছে।: [15, 790, 380, 834]
- story: [759, 1121, 1123, 1350]
- story: [15, 77, 380, 260]
- story-body-continued: সংবাদপত্রের মূল লেখা এখানে চলমান রয়েছে। বিস্তারিত তথ্য পরবর্তী অংশে প্রকাশিত হবে। স্থানীয় প্রতিনিধিরা জানিয়েছেন পরিস্থিতি বর্তমানে নিয়ন্ত্রণে রয়েছে এবং সংশ্লিষ্ট কর্তৃপক্ষ প্রয়োজনীয় ব্যবস্থা গ্রহণ করছে।: [391, 1092, 747, 1136]
- divider: [391, 510, 747, 511]
- story-body: চট্টগ্রামে আবাসন খাতের সবচেয়ে বড় মেলা শুরু হয়েছে। মেলায় বিভিন্ন প্রতিষ্ঠান তাদের প্রকল্প প্রদর্শন করছে।: [391, 110, 747, 138]
- story-body: ঢাকায় বিক্ষোভ করেছেন সাংবাদিকরা। হত্যাকাণ্ডের এত বছর পরেও বিচার না হওয়ায় ক্ষোভ প্রকাশ করেন তারা।: [15, 927, 380, 954]
- story-body-continued: সংবাদপত্রের মূল লেখা এখানে চলমান রয়েছে। বিস্তারিত তথ্য পরবর্তী অংশে প্রকাশিত হবে। স্থানীয় প্রতিনিধিরা জানিয়েছেন পরিস্থিতি বর্তমানে নিয়ন্ত্রণে রয়েছে এবং সংশ্লিষ্ট কর্তৃপক্ষ প্রয়োজনীয় ব্যবস্থা গ্রহণ করছে।: [15, 1350, 380, 1393]
- divider: [1136, 1505, 1497, 1506]
- story-body-continued: সংবাদপত্রের মূল লেখা এখানে চলমান রয়েছে। বিস্তারিত তথ্য পরবর্তী অংশে প্রকাশিত হবে। স্থানীয় প্রতিনিধিরা জানিয়েছেন পরিস্থিতি বর্তমানে নিয়ন্ত্রণে রয়েছে এবং সংশ্লিষ্ট কর্তৃপক্ষ প্রয়োজনীয় ব্যবস্থা গ্রহণ করছে।: [1136, 1453, 1497, 1496]
- story-body-continued: সংবাদপত্রের মূল লেখা এখানে চলমান রয়েছে। বিস্তারিত তথ্য পরবর্তী অংশে প্রকাশিত হবে। স্থানীয় প্রতিনিধিরা জানিয়েছেন পরিস্থিতি বর্তমানে নিয়ন্ত্রণে রয়েছে এবং সংশ্লিষ্ট কর্তৃপক্ষ প্রয়োজনীয় ব্যবস্থা গ্রহণ করছে।: [391, 1047, 747, 1090]
- story-body-continued: সংবাদপত্রের মূল লেখা এখানে চলমান রয়েছে। বিস্তারিত তথ্য পরবর্তী অংশে প্রকাশিত হবে। স্থানীয় প্রতিনিধিরা জানিয়েছেন পরিস্থিতি বর্তমানে নিয়ন্ত্রণে রয়েছে এবং সংশ্লিষ্ট কর্তৃপক্ষ প্রয়োজনীয় ব্যবস্থা গ্রহণ করছে।: [391, 1138, 747, 1181]
- story-headline: মাগুরায় সড়কে বেড়েছে: [831, 379, 1051, 407]
- story-body-continued: সংবাদপত্রের মূল লেখা এখানে চলমান রয়েছে। বিস্তারিত তথ্য পরবর্তী অংশে প্রকাশিত হবে। স্থানীয় প্রতিনিধিরা জানিয়েছেন পরিস্থিতি বর্তমানে নিয়ন্ত্রণে রয়েছে এবং সংশ্লিষ্ট কর্তৃপক্ষ প্রয়োজনীয় ব্যবস্থা গ্রহণ করছে।: [15, 442, 380, 486]
- story-body-continued: সংবাদপত্রের মূল লেখা এখানে চলমান রয়েছে। বিস্তারিত তথ্য পরবর্তী অংশে প্রকাশিত হবে। স্থানীয় প্রতিনিধিরা জানিয়েছেন পরিস্থিতি বর্তমানে নিয়ন্ত্রণে রয়েছে এবং সংশ্লিষ্ট কর্তৃপক্ষ প্রয়োজনীয় ব্যবস্থা গ্রহণ করছে।: [15, 170, 380, 213]
- story-body-continued: সংবাদপত্রের মূল লেখা এখানে চলমান রয়েছে। বিস্তারিত তথ্য পরবর্তী অংশে প্রকাশিত হবে। স্থানীয় প্রতিনিধিরা জানিয়েছেন পরিস্থিতি বর্তমানে নিয়ন্ত্রণে রয়েছে এবং সংশ্লিষ্ট কর্তৃপক্ষ প্রয়োজনীয় ব্যবস্থা গ্রহণ করছে।: [391, 1289, 747, 1332]
- story-body-continued: সংবাদপত্রের মূল লেখা এখানে চলমান রয়েছে। বিস্তারিত তথ্য পরবর্তী অংশে প্রকাশিত হবে। স্থানীয় প্রতিনিধিরা জানিয়েছেন পরিস্থিতি বর্তমানে নিয়ন্ত্রণে রয়েছে এবং সংশ্লিষ্ট কর্তৃপক্ষ প্রয়োজনীয় ব্যবস্থা গ্রহণ করছে।: [15, 745, 380, 788]
- story-body-continued: সংবাদপত্রের মূল লেখা এখানে চলমান রয়েছে। বিস্তারিত তথ্য পরবর্তী অংশে প্রকাশিত হবে। স্থানীয় প্রতিনিধিরা জানিয়েছেন পরিস্থিতি বর্তমানে নিয়ন্ত্রণে রয়েছে এবং সংশ্লিষ্ট কর্তৃপক্ষ প্রয়োজনীয় ব্যবস্থা গ্রহণ করছে।: [391, 805, 747, 848]
- story-body-continued: সংবাদপত্রের মূল লেখা এখানে চলমান রয়েছে। বিস্তারিত তথ্য পরবর্তী অংশে প্রকাশিত হবে। স্থানীয় প্রতিনিধিরা জানিয়েছেন পরিস্থিতি বর্তমানে নিয়ন্ত্রণে রয়েছে এবং সংশ্লিষ্ট কর্তৃপক্ষ প্রয়োজনীয় ব্যবস্থা গ্রহণ করছে।: [759, 1411, 1123, 1454]
- story-body-continued: সংবাদপত্রের মূল লেখা এখানে চলমান রয়েছে। বিস্তারিত তথ্য পরবর্তী অংশে প্রকাশিত হবে। স্থানীয় প্রতিনিধিরা জানিয়েছেন পরিস্থিতি বর্তমানে নিয়ন্ত্রণে রয়েছে এবং সংশ্লিষ্ট কর্তৃপক্ষ প্রয়োজনীয় ব্যবস্থা গ্রহণ করছে।: [759, 669, 1123, 713]
- story-body-continued: সংবাদপত্রের মূল লেখা এখানে চলমান রয়েছে। বিস্তারিত তথ্য পরবর্তী অংশে প্রকাশিত হবে। স্থানীয় প্রতিনিধিরা জানিয়েছেন পরিস্থিতি বর্তমানে নিয়ন্ত্রণে রয়েছে এবং সংশ্লিষ্ট কর্তৃপক্ষ প্রয়োজনীয় ব্যবস্থা গ্রহণ করছে।: [391, 579, 747, 621]
- story: [759, 380, 1123, 609]
- story-body-continued: সংবাদপত্রের মূল লেখা এখানে চলমান রয়েছে। বিস্তারিত তথ্য পরবর্তী অংশে প্রকাশিত হবে। স্থানীয় প্রতিনিধিরা জানিয়েছেন পরিস্থিতি বর্তমানে নিয়ন্ত্রণে রয়েছে এবং সংশ্লিষ্ট কর্তৃপক্ষ প্রয়োজনীয় ব্যবস্থা গ্রহণ করছে।: [759, 972, 1123, 1015]
- story-body-continued: সংবাদপত্রের মূল লেখা এখানে চলমান রয়েছে। বিস্তারিত তথ্য পরবর্তী অংশে প্রকাশিত হবে। স্থানীয় প্রতিনিধিরা জানিয়েছেন পরিস্থিতি বর্তমানে নিয়ন্ত্রণে রয়েছে এবং সংশ্লিষ্ট কর্তৃপক্ষ প্রয়োজনীয় ব্যবস্থা গ্রহণ করছে।: [15, 579, 380, 621]
- story-headline: ময়মনসিংহ বিভাগ সমিতির: [1194, 1510, 1438, 1538]
- story-obituary: [1136, 1067, 1497, 1376]
- story-body: চট্টগ্রামের হাটহাজারী বুড়িশ্চর মাদ্রাসায় হামলার ঘটনার প্রতিবাদে মানববন্ধন ও স্মারকলিপি প্রদান করা হয়।: [1136, 444, 1497, 473]
- story-body-continued: সংবাদপত্রের মূল লেখা এখানে চলমান রয়েছে। বিস্তারিত তথ্য পরবর্তী অংশে প্রকাশিত হবে। স্থানীয় প্রতিনিধিরা জানিয়েছেন পরিস্থিতি বর্তমানে নিয়ন্ত্রণে রয়েছে এবং সংশ্লিষ্ট কর্তৃপক্ষ প্রয়োজনীয় ব্যবস্থা গ্রহণ করছে।: [759, 1547, 1123, 1590]
- photo-people-icon: [1136, 79, 1496, 311]
- story-body-continued: সংবাদপত্রের মূল লেখা এখানে চলমান রয়েছে। বিস্তারিত তথ্য পরবর্তী অংশে প্রকাশিত হবে। স্থানীয় প্রতিনিধিরা জানিয়েছেন পরিস্থিতি বর্তমানে নিয়ন্ত্রণে রয়েছে এবং সংশ্লিষ্ট কর্তৃপক্ষ প্রয়োজনীয় ব্যবস্থা গ্রহণ করছে।: [15, 352, 380, 395]
- story-body-continued: সংবাদপত্রের মূল লেখা এখানে চলমান রয়েছে। বিস্তারিত তথ্য পরবর্তী অংশে প্রকাশিত হবে। স্থানীয় প্রতিনিধিরা জানিয়েছেন পরিস্থিতি বর্তমানে নিয়ন্ত্রণে রয়েছে এবং সংশ্লিষ্ট কর্তৃপক্ষ প্রয়োজনীয় ব্যবস্থা গ্রহণ করছে।: [759, 473, 1123, 516]
- story-body: সাতের ১ সেপ্টেম্বর বাংলাবান্ধা স্থলবন্দর দিয়ে পণ্য আমদানী-রপ্তানী কার্যক্রম বন্ধ রয়েছে।: [15, 1577, 380, 1605]
- story-body: বাজারে গিয়ে মাইকে ঘোষণা দেওয়ার পর দলীয় নেতাকর্মীরা জড়ো হন বলে স্থানীয়রা জানান।: [759, 110, 1123, 138]
- story-body: হোসেন নামে এক চাষি বলেন, উৎসবের বাজার ধরতে গোলাপসহ নানা ফুল পরিচর্যা করা হয়েছে। এবছর দাম ভালো পাওয়ার আশা করছেন চাষিরা।: [15, 669, 380, 697]
- divider: [759, 1357, 1123, 1358]
- story-body-continued: সংবাদপত্রের মূল লেখা এখানে চলমান রয়েছে। বিস্তারিত তথ্য পরবর্তী অংশে প্রকাশিত হবে। স্থানীয় প্রতিনিধিরা জানিয়েছেন পরিস্থিতি বর্তমানে নিয়ন্ত্রণে রয়েছে এবং সংশ্লিষ্ট কর্তৃপক্ষ প্রয়োজনীয় ব্যবস্থা গ্রহণ করছে।: [391, 1002, 747, 1045]
- story: [759, 77, 1123, 366]
- divider: [759, 616, 1123, 617]
- story-body-continued: সংবাদপত্রের মূল লেখা এখানে চলমান রয়েছে। বিস্তারিত তথ্য পরবর্তী অংশে প্রকাশিত হবে। স্থানীয় প্রতিনিধিরা জানিয়েছেন পরিস্থিতি বর্তমানে নিয়ন্ত্রণে রয়েছে এবং সংশ্লিষ্ট কর্তৃপক্ষ প্রয়োজনীয় ব্যবস্থা গ্রহণ করছে।: [759, 760, 1123, 803]
- column-3: [759, 74, 1123, 1600]
- story-body-continued: সংবাদপত্রের মূল লেখা এখানে চলমান রয়েছে। বিস্তারিত তথ্য পরবর্তী অংশে প্রকাশিত হবে। স্থানীয় প্রতিনিধিরা জানিয়েছেন পরিস্থিতি বর্তমানে নিয়ন্ত্রণে রয়েছে এবং সংশ্লিষ্ট কর্তৃপক্ষ প্রয়োজনীয় ব্যবস্থা গ্রহণ করছে।: [1136, 520, 1497, 563]
- story-headline: আনোয়ারায় জাতীয় নাগরিক কমিটির শীতবস্ত্র বিতরণ: [1157, 854, 1475, 921]
- story-body-continued: সংবাদপত্রের মূল লেখা এখানে চলমান রয়েছে। বিস্তারিত তথ্য পরবর্তী অংশে প্রকাশিত হবে। স্থানীয় প্রতিনিধিরা জানিয়েছেন পরিস্থিতি বর্তমানে নিয়ন্ত্রণে রয়েছে এবং সংশ্লিষ্ট কর্তৃপক্ষ প্রয়োজনীয় ব্যবস্থা গ্রহণ করছে।: [15, 1486, 380, 1529]
- column-divider: [753, 74, 754, 2429]
- obituary-row: [1136, 1116, 1497, 1360]
- story-body: মিয়ানমারের কায়ান জনগোষ্ঠীর নারীরা গলায় পিতলের রিং পরার প্রথা এখনও ধরে রেখেছেন।: [759, 896, 1123, 924]
- story-body-continued: সংবাদপত্রের মূল লেখা এখানে চলমান রয়েছে। বিস্তারিত তথ্য পরবর্তী অংশে প্রকাশিত হবে। স্থানীয় প্রতিনিধিরা জানিয়েছেন পরিস্থিতি বর্তমানে নিয়ন্ত্রণে রয়েছে এবং সংশ্লিষ্ট কর্তৃপক্ষ প্রয়োজনীয় ব্যবস্থা গ্রহণ করছে।: [759, 1501, 1123, 1545]
- story-body-continued: সংবাদপত্রের মূল লেখা এখানে চলমান রয়েছে। বিস্তারিত তথ্য পরবর্তী অংশে প্রকাশিত হবে। স্থানীয় প্রতিনিধিরা জানিয়েছেন পরিস্থিতি বর্তমানে নিয়ন্ত্রণে রয়েছে এবং সংশ্লিষ্ট কর্তৃপক্ষ প্রয়োজনীয় ব্যবস্থা গ্রহণ করছে।: [759, 715, 1123, 758]
- story-body-continued: সংবাদপত্রের মূল লেখা এখানে চলমান রয়েছে। বিস্তারিত তথ্য পরবর্তী অংশে প্রকাশিত হবে। স্থানীয় প্রতিনিধিরা জানিয়েছেন পরিস্থিতি বর্তমানে নিয়ন্ত্রণে রয়েছে এবং সংশ্লিষ্ট কর্তৃপক্ষ প্রয়োজনীয় ব্যবস্থা গ্রহণ করছে।: [759, 276, 1123, 319]
